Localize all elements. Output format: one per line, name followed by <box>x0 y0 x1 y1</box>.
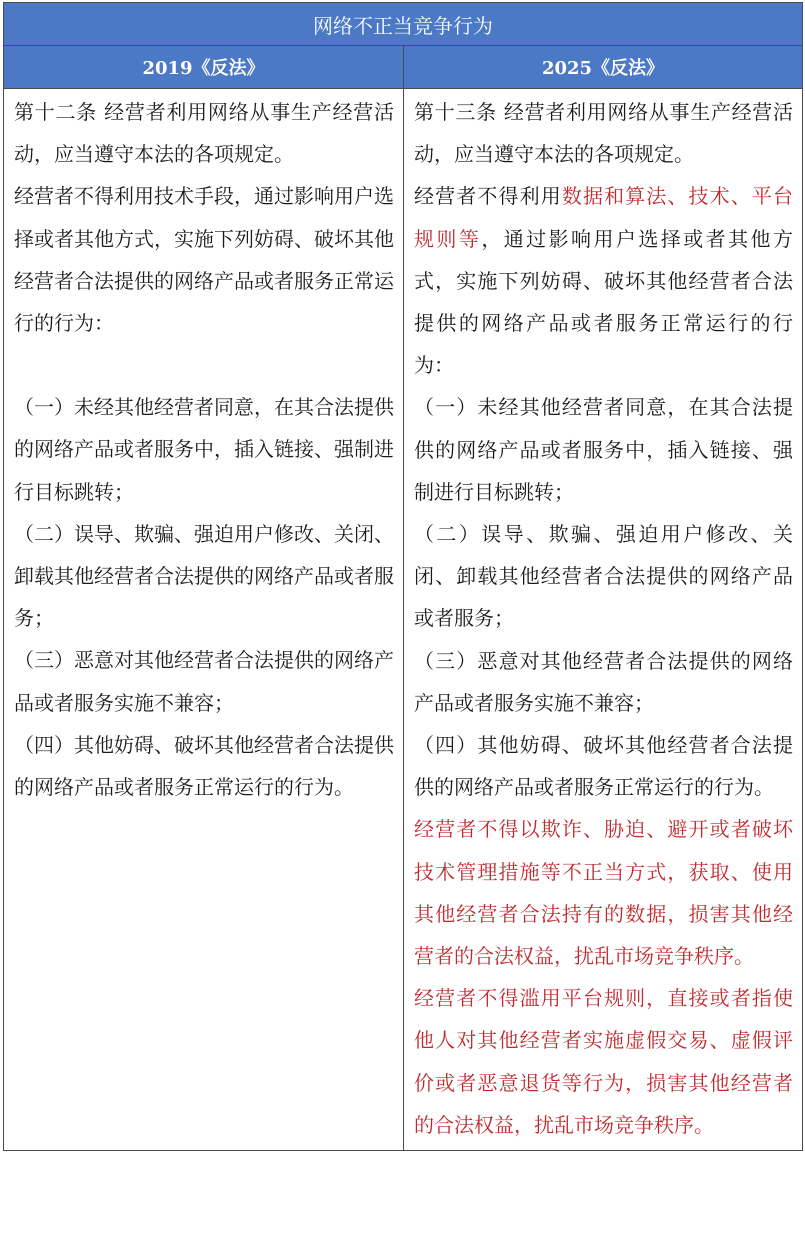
article-12-paragraph-1: 第十二条 经营者利用网络从事生产经营活动，应当遵守本法的各项规定。 <box>14 100 394 167</box>
cell-2019-law <box>4 89 404 1151</box>
content-row <box>4 89 803 1151</box>
cell-2025-law <box>404 89 803 1151</box>
new-provision-data-protection: 经营者不得以欺诈、胁迫、避开或者破坏技术管理措施等不正当方式，获取、使用其他经营者合法持有的数据，损害其他经营者的合法权益，扰乱市场竞争秩序。 <box>414 817 793 969</box>
article-13-item-4: （四）其他妨碍、破坏其他经营者合法提供的网络产品或者服务正常运行的行为。 <box>414 733 793 800</box>
article-13-paragraph-1: 第十三条 经营者利用网络从事生产经营活动，应当遵守本法的各项规定。 <box>414 100 793 167</box>
column-header-2019: 2019《反法》 <box>4 46 404 89</box>
comparison-table <box>3 2 803 1151</box>
table-title: 网络不正当竞争行为 <box>4 3 803 46</box>
article-13-paragraph-2 <box>414 175 793 386</box>
article-12-item-1: （一）未经其他经营者同意，在其合法提供的网络产品或者服务中，插入链接、强制进行目标跳转； <box>14 395 394 504</box>
article-12-item-4: （四）其他妨碍、破坏其他经营者合法提供的网络产品或者服务正常运行的行为。 <box>14 732 394 800</box>
comparison-table-wrapper <box>3 2 802 1151</box>
article-13-item-3: （三）恶意对其他经营者合法提供的网络产品或者服务实施不兼容； <box>414 648 793 715</box>
article-12-item-3: （三）恶意对其他经营者合法提供的网络产品或者服务实施不兼容； <box>14 648 394 715</box>
spacer <box>14 344 394 386</box>
article-12-paragraph-2: 经营者不得利用技术手段，通过影响用户选择或者其他方式，实施下列妨碍、破坏其他经营者合法提供的网络产品或者服务正常运行的行为： <box>14 184 394 336</box>
title-row <box>4 3 803 46</box>
article-13-item-2: （二）误导、欺骗、强迫用户修改、关闭、卸载其他经营者合法提供的网络产品或者服务； <box>414 522 793 631</box>
header-row <box>4 46 803 89</box>
paragraph-2-text-before: 经营者不得利用 <box>414 184 562 209</box>
article-12-item-2: （二）误导、欺骗、强迫用户修改、关闭、卸载其他经营者合法提供的网络产品或者服务； <box>14 521 394 631</box>
amended-text-highlight: 数据和算法、技术、平台规则等 <box>414 184 794 251</box>
column-header-2025: 2025《反法》 <box>404 46 803 89</box>
new-provision-platform-rules: 经营者不得滥用平台规则，直接或者指使他人对其他经营者实施虚假交易、虚假评价或者恶意退货等行为，损害其他经营者的合法权益，扰乱市场竞争秩序。 <box>414 986 793 1137</box>
paragraph-2-text-after: ，通过影响用户选择或者其他方式，实施下列妨碍、破坏其他经营者合法提供的网络产品或者服务正常运行的行为： <box>414 226 793 378</box>
article-13-item-1: （一）未经其他经营者同意，在其合法提供的网络产品或者服务中，插入链接、强制进行目标跳转； <box>414 395 793 504</box>
